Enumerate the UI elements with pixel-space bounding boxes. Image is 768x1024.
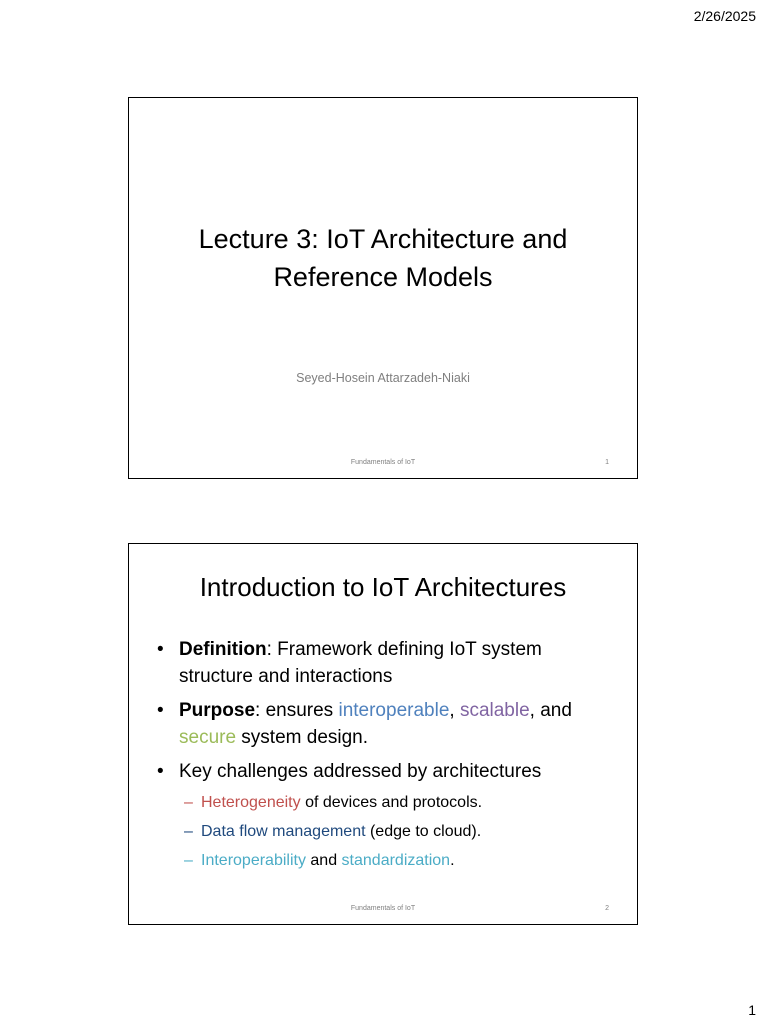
slide-1-title xyxy=(129,220,637,296)
definition-label: Definition xyxy=(179,639,267,660)
heterogeneity-text: of devices and protocols. xyxy=(300,794,483,811)
definition-text: : Framework defining IoT system structure and interactions xyxy=(179,639,542,687)
standardization-term: standardization xyxy=(341,852,451,869)
slide-2 xyxy=(128,543,638,925)
slide-1-footer: Fundamentals of IoT xyxy=(350,459,416,466)
purpose-interoperable: interoperable xyxy=(338,700,450,721)
bullet-purpose xyxy=(157,697,617,751)
purpose-text-4: system design. xyxy=(236,727,369,748)
slide-1-number: 1 xyxy=(605,459,609,466)
purpose-label: Purpose xyxy=(179,700,256,721)
challenges-text: Key challenges addressed by architectures xyxy=(179,761,542,782)
dash-icon: – xyxy=(184,823,193,840)
slide-2-number: 2 xyxy=(605,905,609,912)
bullet-icon: • xyxy=(157,761,164,782)
data-flow-text: (edge to cloud). xyxy=(365,823,482,840)
bullet-icon: • xyxy=(157,700,164,721)
heterogeneity-term: Heterogeneity xyxy=(201,794,301,811)
slide-1-title-line-2: Reference Models xyxy=(273,262,493,292)
slide-1-author: Seyed-Hosein Attarzadeh-Niaki xyxy=(296,371,470,385)
dash-icon: – xyxy=(184,852,193,869)
interoperability-term: Interoperability xyxy=(201,852,306,869)
slide-2-body xyxy=(157,636,617,879)
interoperability-and: and xyxy=(305,852,342,869)
dash-icon: – xyxy=(184,794,193,811)
purpose-scalable: scalable xyxy=(459,700,530,721)
bullet-icon: • xyxy=(157,639,164,660)
slide-1-title-line-1: Lecture 3: IoT Architecture and xyxy=(198,224,568,254)
purpose-text-1: : ensures xyxy=(255,700,339,721)
slide-1 xyxy=(128,97,638,479)
bullet-challenges xyxy=(157,758,617,785)
page-number: 1 xyxy=(748,1002,756,1018)
interoperability-period: . xyxy=(450,852,455,869)
purpose-text-3: , and xyxy=(529,700,572,721)
sub-bullet-data-flow xyxy=(157,821,617,843)
print-date: 2/26/2025 xyxy=(693,8,756,24)
sub-bullet-interoperability xyxy=(157,850,617,872)
purpose-text-2: , xyxy=(449,700,460,721)
bullet-definition xyxy=(157,636,617,690)
data-flow-term: Data flow management xyxy=(201,823,366,840)
slide-2-title: Introduction to IoT Architectures xyxy=(199,572,567,602)
sub-bullet-heterogeneity xyxy=(157,792,617,814)
purpose-secure: secure xyxy=(179,727,237,748)
slide-2-footer: Fundamentals of IoT xyxy=(350,905,416,912)
